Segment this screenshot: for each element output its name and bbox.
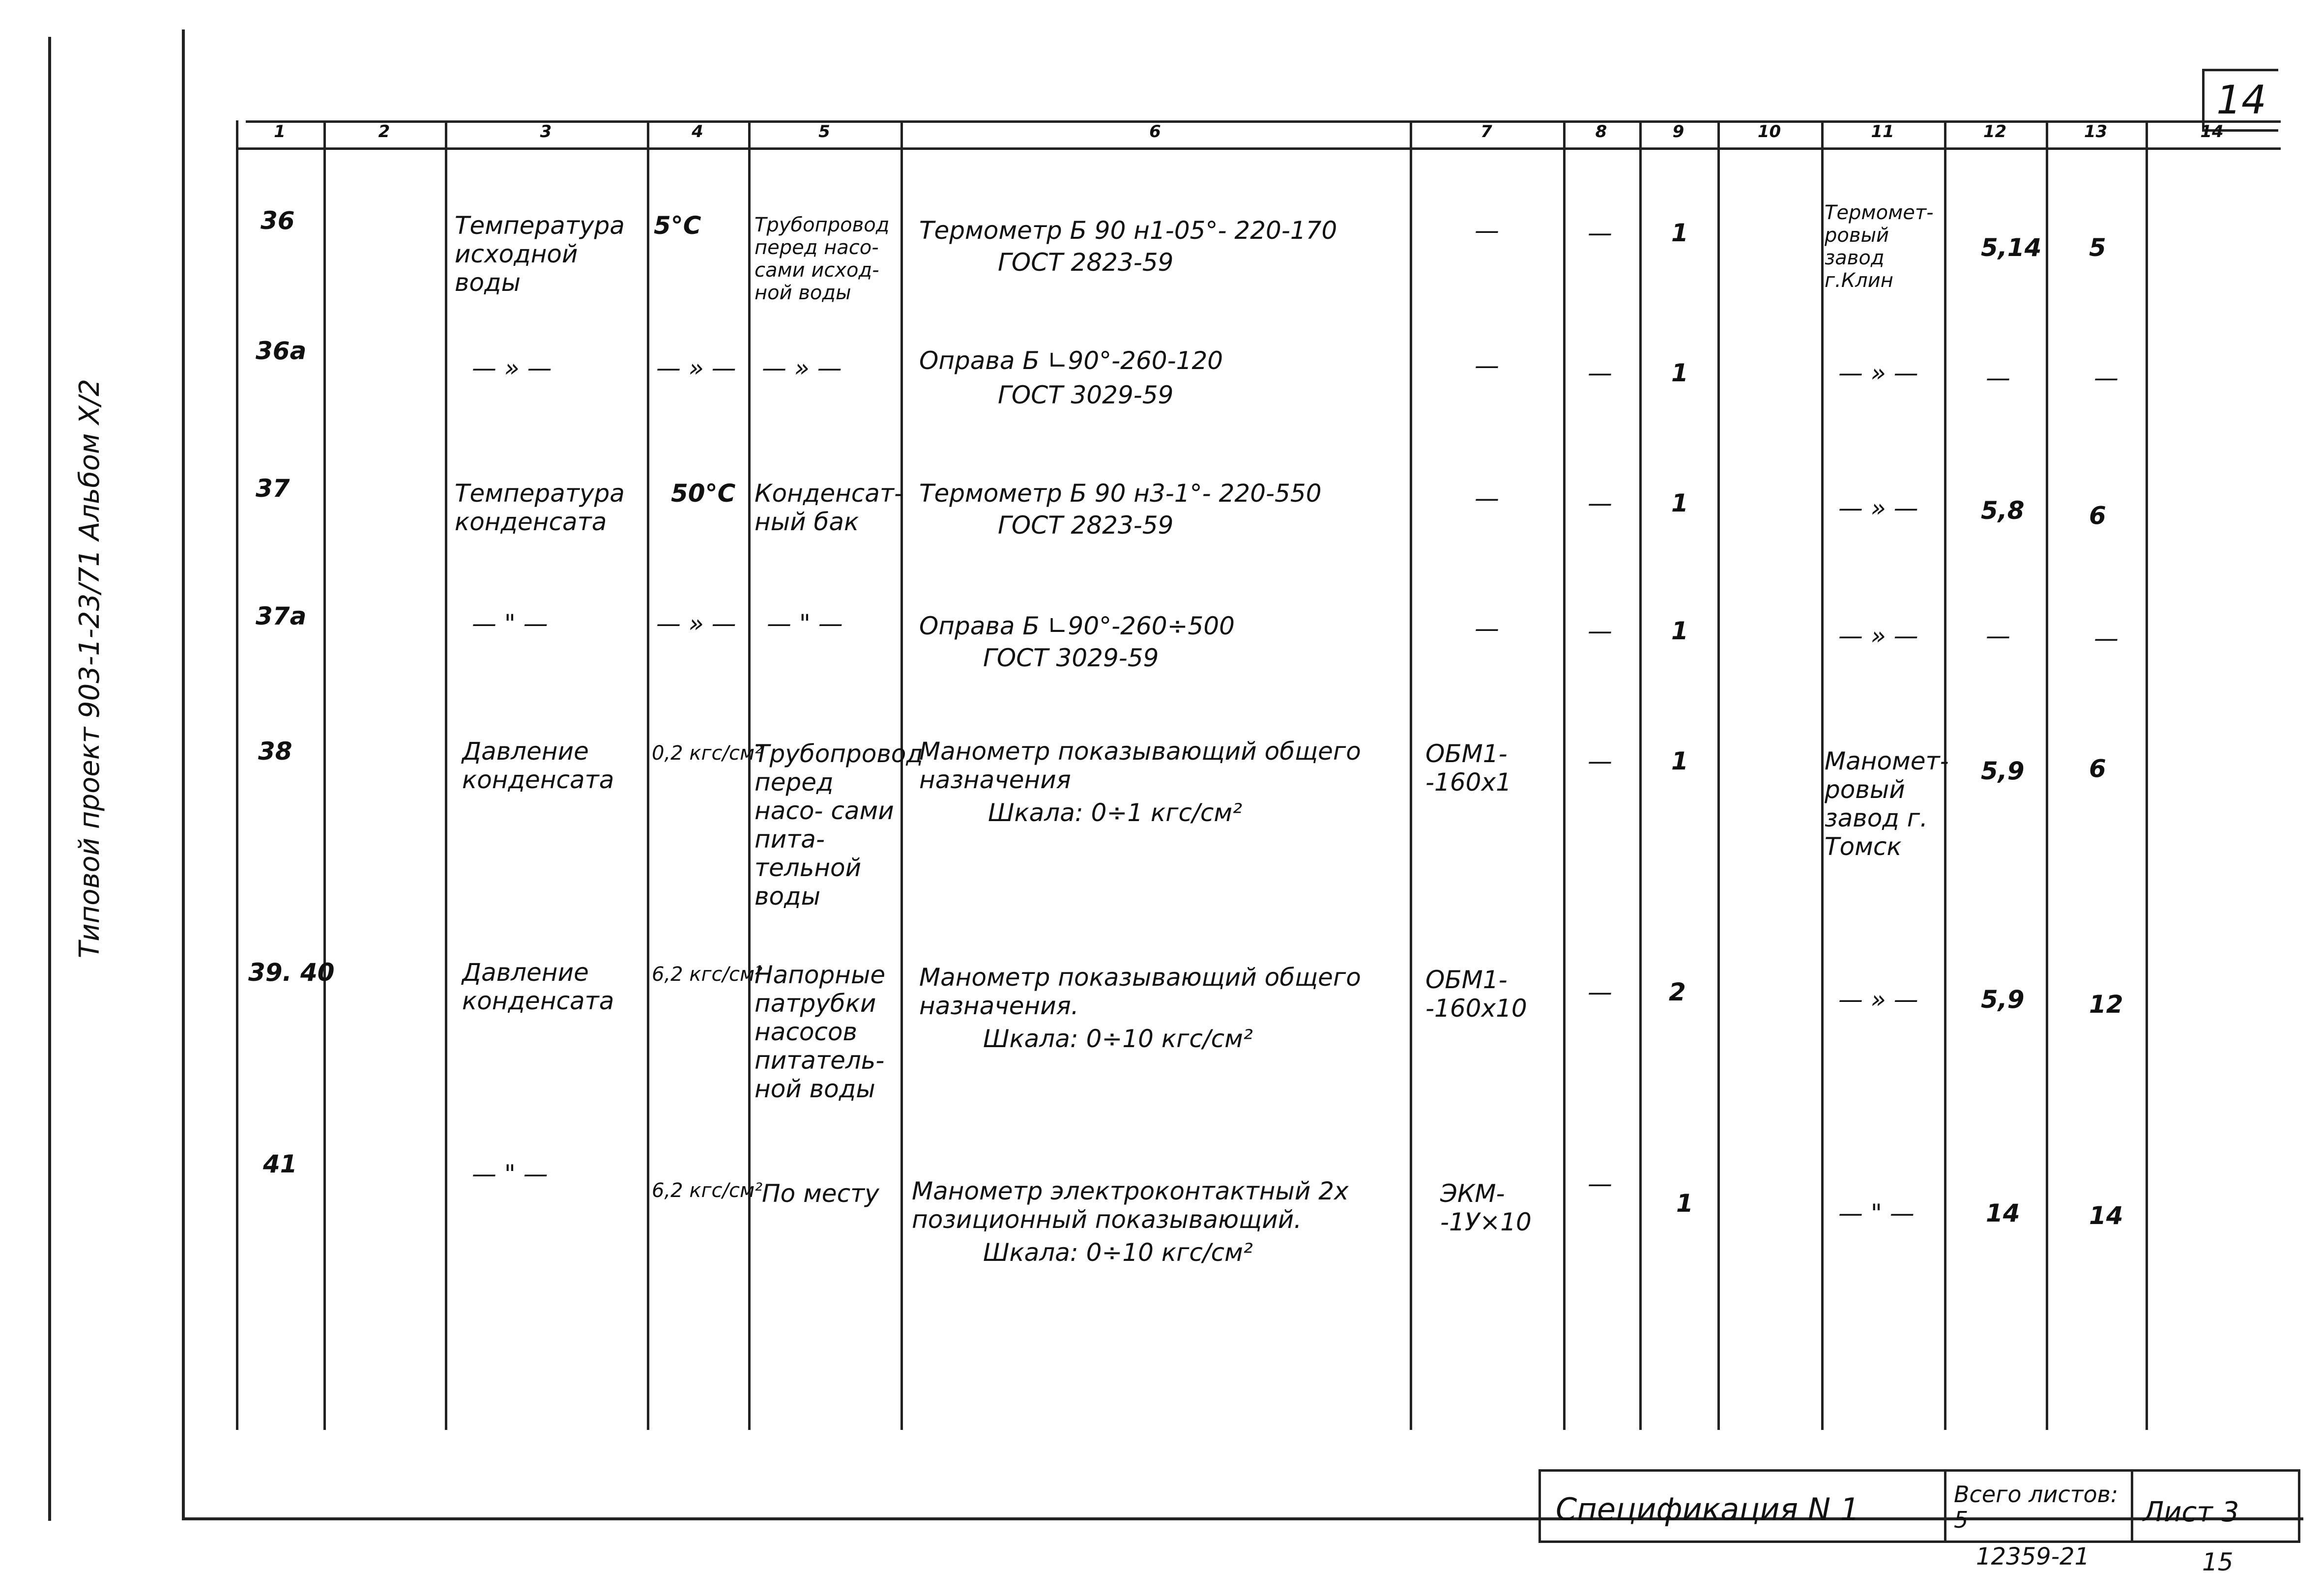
type: ОБМ1- -160х10 [1425, 966, 1527, 1023]
drawing-code: 12359-21 [1976, 1543, 2090, 1570]
col-divider [1563, 120, 1566, 1430]
quantity: 1 [1671, 489, 1688, 517]
col12: — [1986, 622, 2010, 650]
column-header: 13 [2084, 122, 2108, 142]
col13: 12 [2089, 990, 2123, 1019]
col-divider [236, 120, 238, 1430]
type: — [1475, 614, 1499, 643]
row-number: 38 [258, 737, 292, 766]
col-divider [323, 120, 326, 1430]
quantity: 1 [1671, 359, 1688, 387]
col-divider [445, 120, 447, 1430]
col-divider [748, 120, 751, 1430]
row-number: 37а [256, 602, 307, 630]
col-divider [2046, 120, 2048, 1430]
device-standard: ГОСТ 2823-59 [998, 511, 1174, 540]
location: Трубопровод перед насо- сами пита- тельной воды [755, 740, 923, 911]
value: — » — [656, 354, 736, 382]
row-number: 36 [261, 206, 295, 235]
device: Манометр показывающий общего назначения. [919, 963, 1361, 1020]
value: — » — [656, 609, 736, 638]
value: 0,2 кгс/см² [652, 742, 763, 765]
col-divider [1717, 120, 1720, 1430]
col-divider [2146, 120, 2148, 1430]
column-header: 6 [1149, 122, 1161, 142]
device: Термометр Б 90 н3-1°- 220-550 [919, 479, 1322, 508]
footer-page-number: 15 [2202, 1548, 2234, 1576]
quantity: 1 [1671, 219, 1688, 247]
value: 50°С [671, 479, 736, 508]
col-divider [647, 120, 649, 1430]
quantity: 2 [1669, 978, 1686, 1006]
column-header: 9 [1672, 122, 1684, 142]
col13: 14 [2089, 1201, 2123, 1230]
col8: — [1588, 747, 1612, 775]
col-divider [1639, 120, 1642, 1430]
device: Термометр Б 90 н1-05°- 220-170 [919, 216, 1337, 245]
column-header: 1 [274, 122, 286, 142]
column-header: 12 [1983, 122, 2007, 142]
row-number: 37 [256, 474, 290, 503]
header-bottom-border [236, 147, 2281, 150]
col12: — [1986, 364, 2010, 392]
col12: 14 [1986, 1199, 2020, 1227]
device-standard: ГОСТ 3029-59 [998, 381, 1174, 409]
parameter: — » — [472, 354, 552, 382]
col8: — [1588, 489, 1612, 517]
sheet-number: Лист 3 [2143, 1496, 2239, 1528]
total-sheets: Всего листов: 5 [1954, 1481, 2119, 1533]
parameter: — " — [472, 609, 548, 638]
column-header: 3 [540, 122, 552, 142]
title-block-divider [1944, 1472, 1946, 1540]
manufacturer: Маномет- ровый завод г. Томск [1825, 747, 1949, 861]
device: Оправа Б ∟90°-260-120 [919, 346, 1223, 375]
device: Манометр показывающий общего назначения [919, 737, 1361, 794]
col13: — [2094, 624, 2119, 653]
quantity: 1 [1676, 1189, 1693, 1218]
column-header: 2 [378, 122, 390, 142]
col13: 6 [2089, 501, 2106, 530]
type: — [1475, 216, 1499, 245]
quantity: 1 [1671, 747, 1688, 775]
column-header: 10 [1757, 122, 1781, 142]
value: 6,2 кгс/см² [652, 1179, 763, 1202]
location: По месту [762, 1179, 879, 1208]
type: — [1475, 484, 1499, 513]
location: Напорные патрубки насосов питатель- ной воды [755, 961, 886, 1103]
col8: — [1588, 1169, 1612, 1198]
parameter: Температура исходной воды [455, 211, 625, 297]
col12: 5,14 [1981, 233, 2042, 262]
manufacturer: — » — [1838, 359, 1918, 387]
spec-title: Спецификация N 1 [1556, 1491, 1860, 1527]
title-block [1538, 1469, 2300, 1543]
col13: — [2094, 364, 2119, 392]
type: — [1475, 351, 1499, 380]
manufacturer: Термомет- ровый завод г.Клин [1825, 201, 1934, 292]
row-number: 41 [263, 1150, 297, 1178]
col-divider [1821, 120, 1824, 1430]
col13: 5 [2089, 233, 2106, 262]
location: Конденсат- ный бак [755, 479, 903, 536]
col12: 5,9 [1981, 757, 2025, 785]
type: ОБМ1- -160х1 [1425, 740, 1511, 797]
column-header: 14 [2200, 122, 2224, 142]
column-header: 11 [1871, 122, 1894, 142]
location: — " — [767, 609, 843, 638]
parameter: — " — [472, 1160, 548, 1188]
value: 6,2 кгс/см² [652, 963, 763, 986]
quantity: 1 [1671, 617, 1688, 645]
device-standard: Шкала: 0÷10 кгс/см² [983, 1025, 1253, 1053]
value: 5°С [654, 211, 701, 240]
device: Манометр электроконтактный 2х позиционный показывающий. [912, 1177, 1349, 1234]
parameter: Давление конденсата [462, 958, 614, 1015]
column-header: 8 [1595, 122, 1607, 142]
col8: — [1588, 617, 1612, 645]
col12: 5,9 [1981, 985, 2025, 1014]
manufacturer: — » — [1838, 985, 1918, 1014]
manufacturer: — " — [1838, 1199, 1915, 1227]
page-number: 14 [2202, 69, 2278, 132]
col8: — [1588, 978, 1612, 1006]
type: ЭКМ- -1У×10 [1440, 1179, 1532, 1236]
row-number: 36а [256, 337, 307, 365]
column-header: 5 [818, 122, 830, 142]
device-standard: Шкала: 0÷1 кгс/см² [988, 798, 1243, 827]
parameter: Температура конденсата [455, 479, 625, 536]
column-header: 7 [1480, 122, 1492, 142]
parameter: Давление конденсата [462, 737, 614, 794]
device: Оправа Б ∟90°-260÷500 [919, 612, 1235, 640]
col8: — [1588, 359, 1612, 387]
location: — » — [762, 354, 842, 382]
side-title: Типовой проект 903-1-23/71 Альбом X/2 [74, 379, 106, 958]
device-standard: Шкала: 0÷10 кгс/см² [983, 1238, 1253, 1267]
col-divider [1410, 120, 1412, 1430]
device-standard: ГОСТ 2823-59 [998, 248, 1174, 277]
location: Трубопровод перед насо- сами исход- ной воды [755, 214, 890, 304]
title-block-divider [2131, 1472, 2133, 1540]
col12: 5,8 [1981, 496, 2025, 525]
col8: — [1588, 219, 1612, 247]
manufacturer: — » — [1838, 622, 1918, 650]
column-header: 4 [692, 122, 703, 142]
row-number: 39. 40 [248, 958, 335, 987]
col-divider [900, 120, 903, 1430]
col13: 6 [2089, 754, 2106, 783]
manufacturer: — » — [1838, 494, 1918, 522]
device-standard: ГОСТ 3029-59 [983, 644, 1159, 672]
